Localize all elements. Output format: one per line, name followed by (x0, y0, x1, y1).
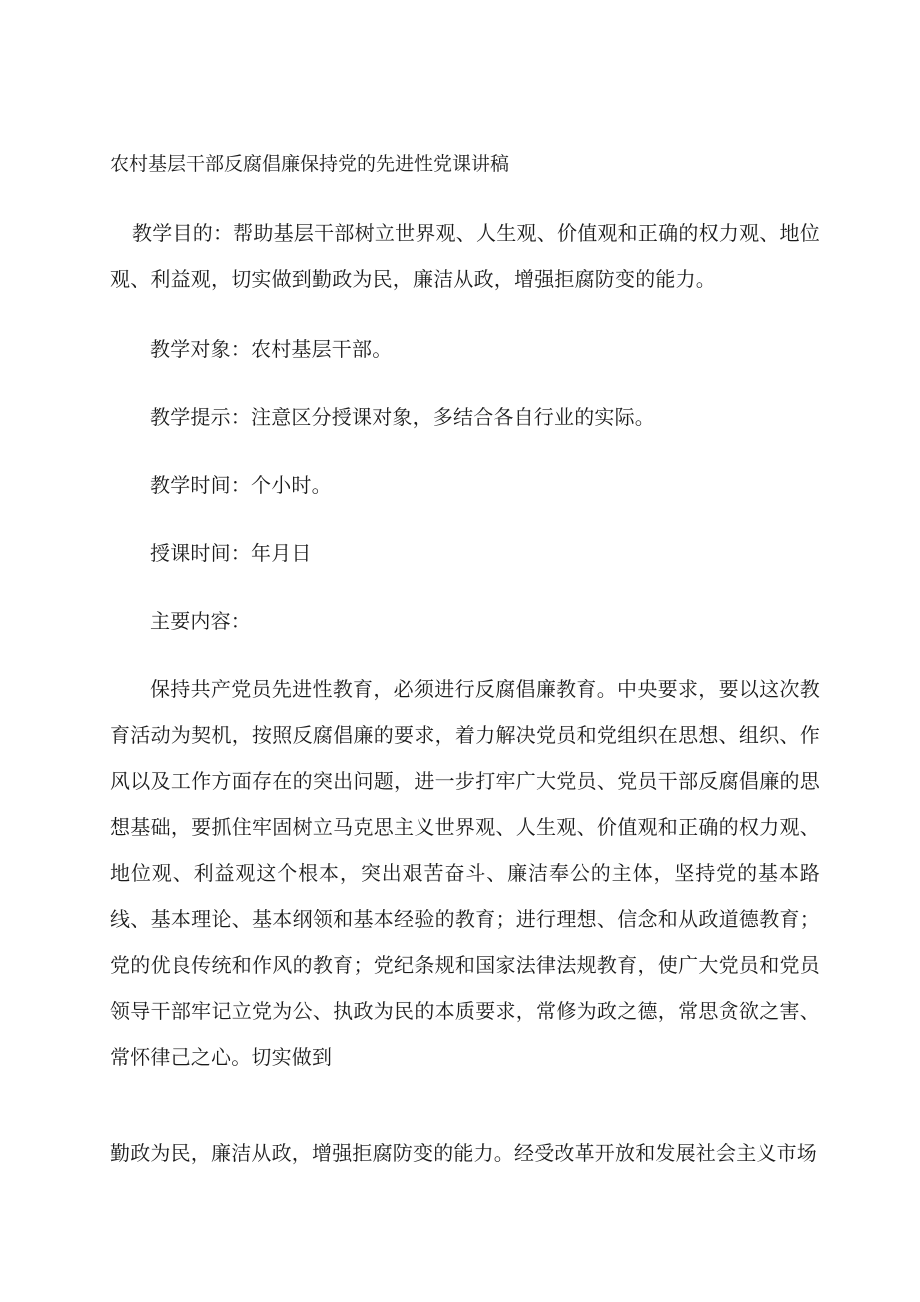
paragraph-teaching-goal: 教学目的：帮助基层干部树立世界观、人生观、价值观和正确的权力观、地位观、利益观，切实做到勤政为民，廉洁从政，增强拒腐防变的能力。 (110, 221, 820, 291)
paragraph-teaching-hint: 教学提示：注意区分授课对象，多结合各自行业的实际。 (150, 405, 655, 429)
document-title: 农村基层干部反腐倡廉保持党的先进性党课讲稿 (110, 153, 510, 175)
paragraph-lecture-date: 授课时间：年月日 (150, 541, 312, 565)
paragraph-continuation: 勤政为民，廉洁从政，增强拒腐防变的能力。经受改革开放和发展社会主义市场 (110, 1141, 817, 1165)
paragraph-main-content-heading: 主要内容： (150, 609, 251, 633)
paragraph-teaching-target: 教学对象：农村基层干部。 (150, 337, 393, 361)
paragraph-body: 保持共产党员先进性教育，必须进行反腐倡廉教育。中央要求，要以这次教育活动为契机，按照反腐倡廉的要求，着力解决党员和党组织在思想、组织、作风以及工作方面存在的突出问题，进一步打牢广大党员、党员干部反腐倡廉的思想基础，要抓住牢固树立马克思主义世界观、人生观、价值观和正确的权力观、地位观、利益观这个根本，突出艰苦奋斗、廉洁奉公的主体，坚持党的基本路线、基本理论、基本纲领和基本经验的教育；进行理想、信念和从政道德教育；党的优良传统和作风的教育；党纪条规和国家法律法规教育，使广大党员和党员领导干部牢记立党为公、执政为民的本质要求，常修为政之德，常思贪欲之害、常怀律己之心。切实做到 (110, 677, 820, 1069)
paragraph-teaching-duration: 教学时间：个小时。 (150, 473, 332, 497)
